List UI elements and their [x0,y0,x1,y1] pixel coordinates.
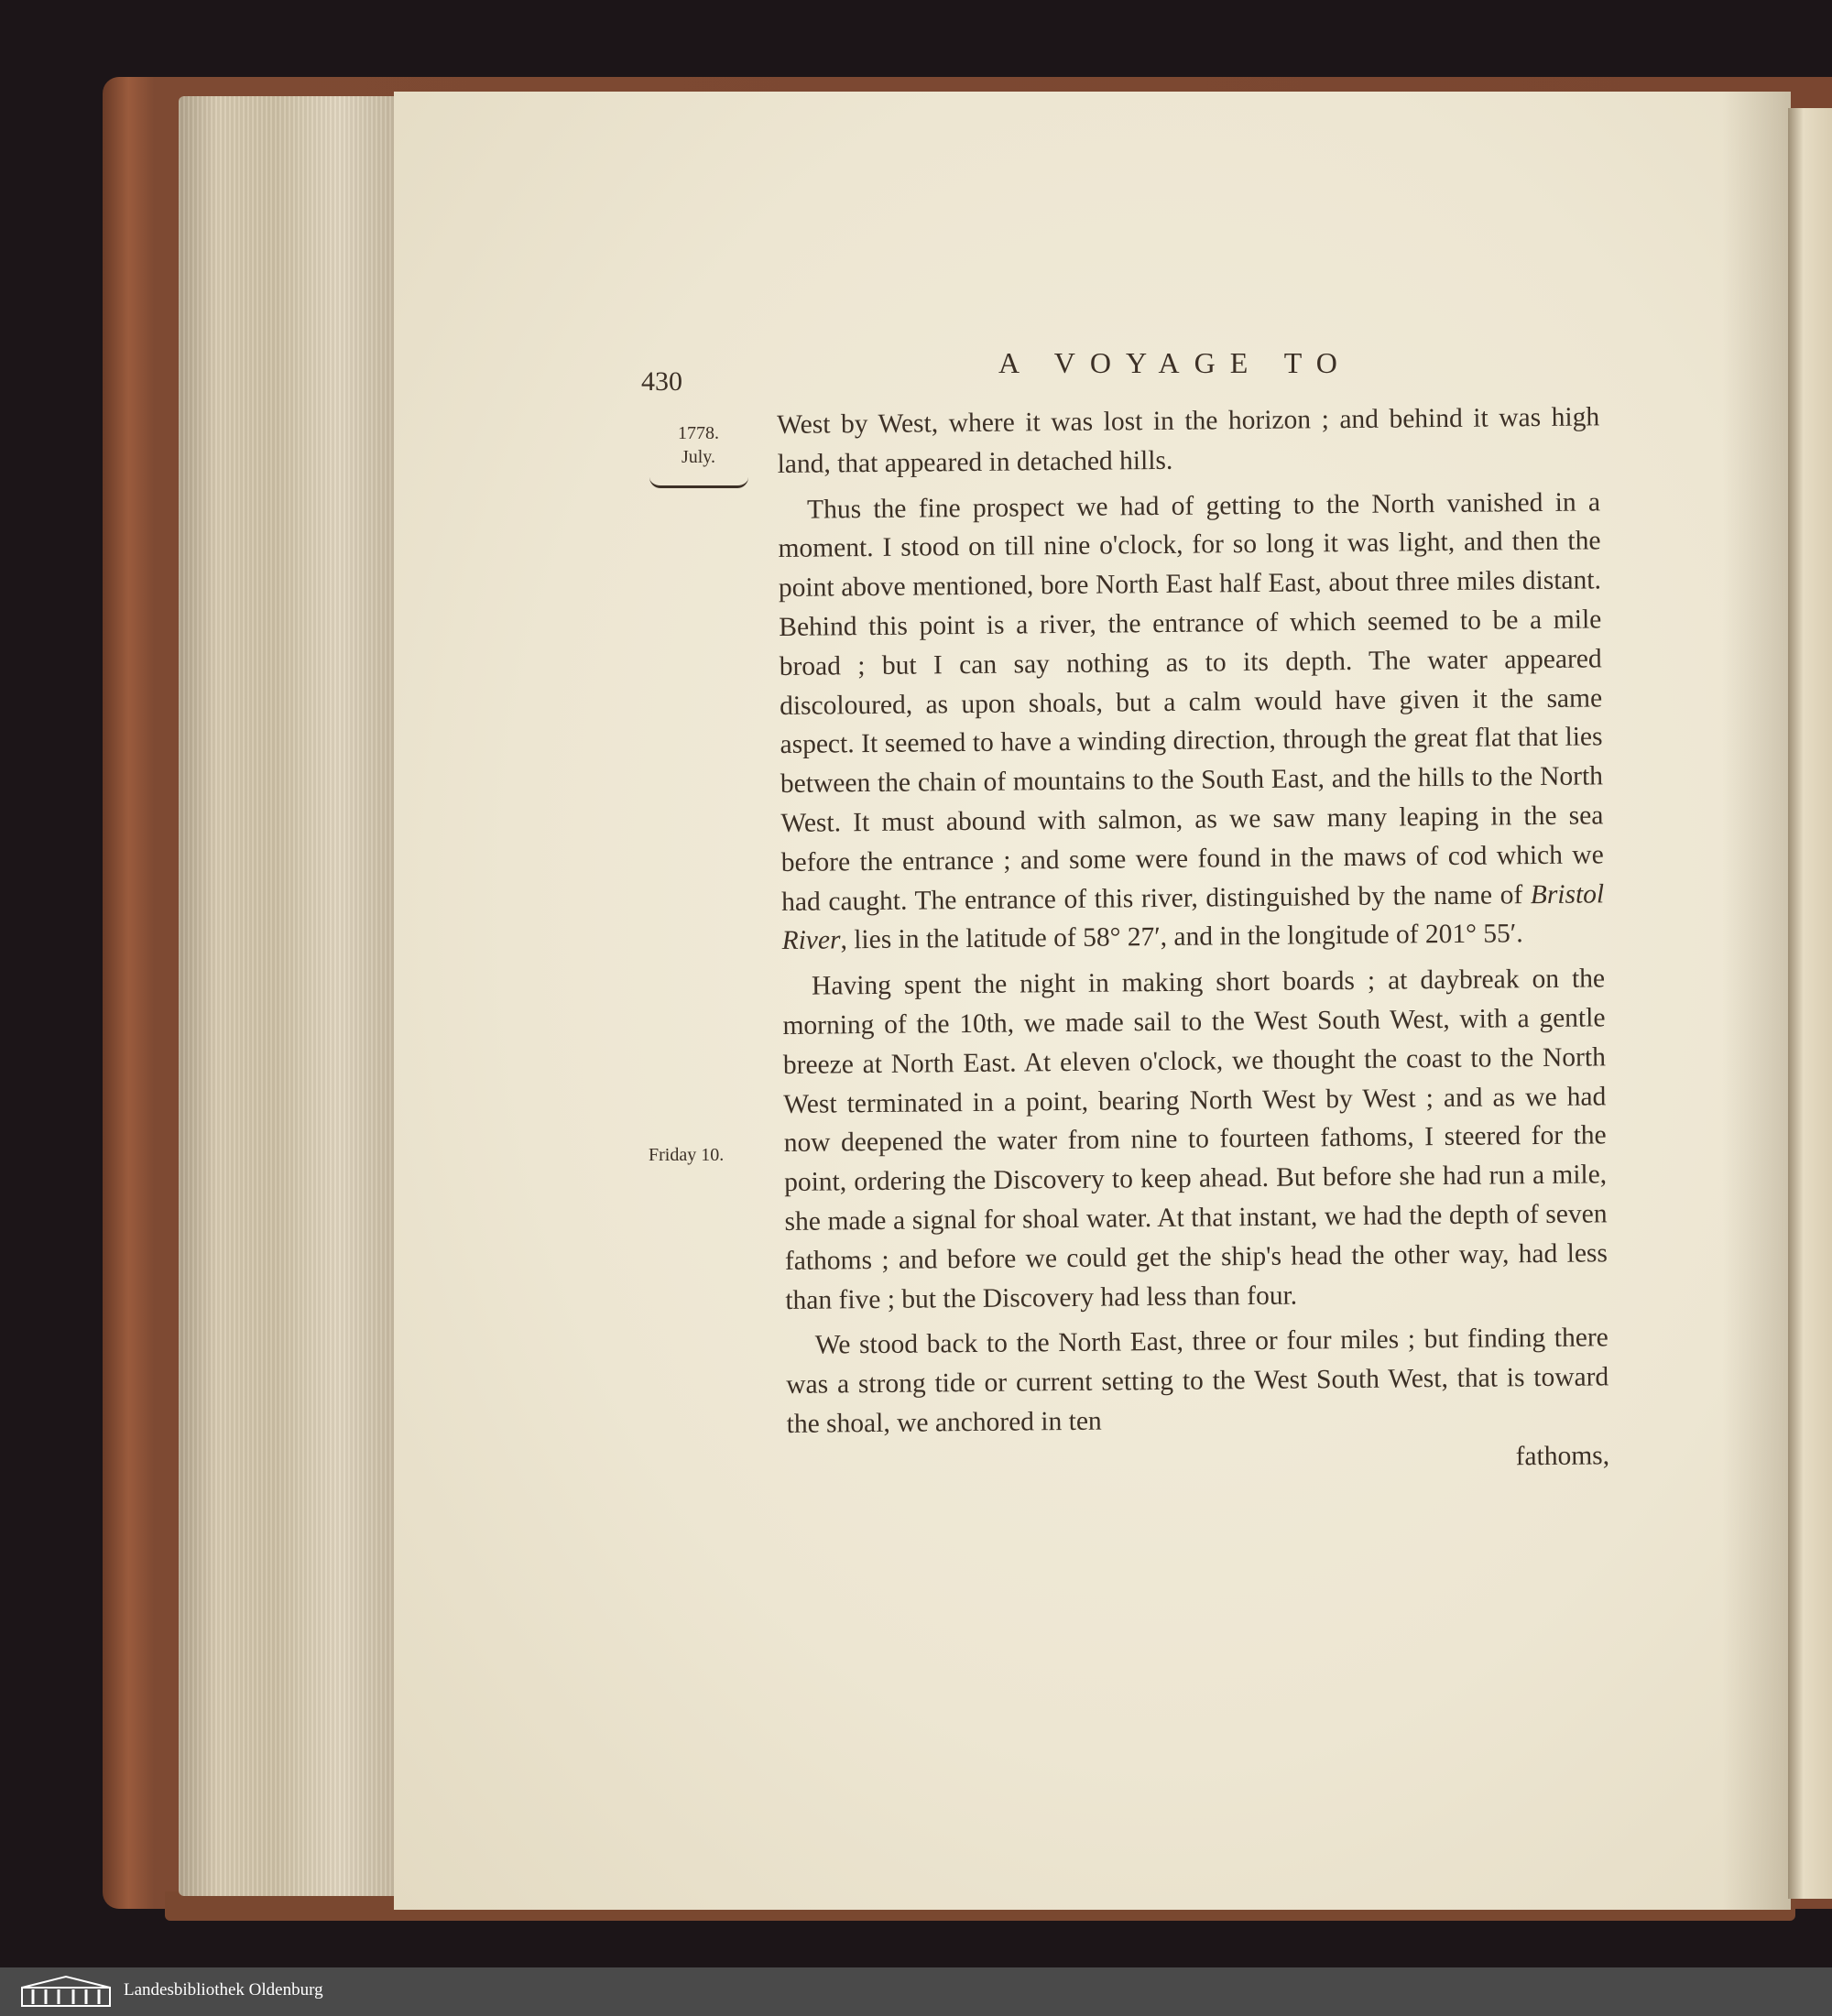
river-name: Bristol River [781,878,1605,956]
margin-year: 1778. [678,423,719,443]
body-text [777,398,1609,1489]
running-title: A VOYAGE TO [998,346,1352,379]
paragraph-2-text: Thus the fine prospect we had of getting to the North vanished in a moment. I stood on till nine o'clock, for so long it was light, and then the point above mentioned, bore North East half East, about three miles distant. Behind this point is a river, the entrance of which seemed to be a mile broad ; but I can say nothing as to its depth. The water appeared discoloured, as upon shoals, but a calm would have given it the same aspect. It seemed to have a winding direction, through the great flat that lies between the chain of mountains to the South East, and the hills to the North West. It must abound with salmon, as we saw many leaping in the sea before the entrance ; and some were found in the maws of cod which we had caught. The entrance of this river, distinguished by the name of [778,486,1604,917]
margin-day-note: Friday 10. [649,1145,725,1165]
margin-month: July. [681,447,716,467]
paragraph-4 [786,1319,1610,1484]
library-building-icon [20,1975,112,2008]
margin-brace [649,473,748,488]
paragraph-3: Having spent the night in making short boards ; at daybreak on the morning of the 10th, we made sail to the West South West, with a gentle breeze at North East. At eleven o'clock, we thought the coast to the North West terminated in a point, bearing North West by West ; and as we had now deepened the water from nine to fourteen fathoms, I steered for the point, ordering the Discovery to keep ahead. But before she had run a mile, she made a signal for shoal water. At that instant, we had the depth of seven fathoms ; and before we could get the ship's head the other way, had less than five ; but the Discovery had less than four. [782,964,1608,1315]
footer-library-name: Landesbibliothek Oldenburg [124,1980,323,2000]
paragraph-2-end: , lies in the latitude of 58° 27′, and in the longitude of 201° 55′. [840,919,1523,955]
paragraph-4-text: We stood back to the North East, three or four miles ; but finding there was a strong tide or current setting to the West South West, that is toward the shoal, we anchored in ten [786,1323,1609,1439]
catchword: fathoms, [1515,1441,1610,1472]
footer-bar [0,1967,1832,2016]
paragraph-1: West by West, where it was lost in the horizon ; and behind it was high land, that appeared in detached hills. [777,402,1600,479]
margin-date-note [646,421,751,488]
page-number: 430 [641,366,682,397]
paragraph-2 [778,483,1605,961]
